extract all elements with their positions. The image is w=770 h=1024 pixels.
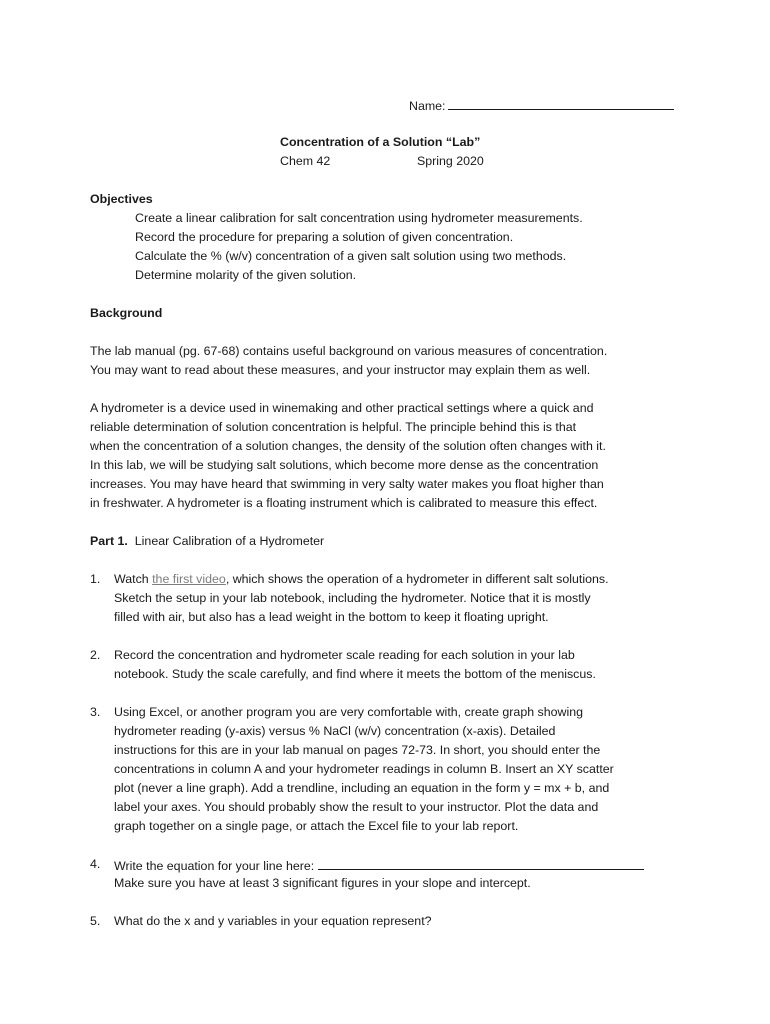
objective-item: Create a linear calibration for salt concentration using hydrometer measurements. — [135, 211, 583, 225]
equation-blank-line[interactable] — [318, 855, 644, 870]
list-number: 2. — [90, 648, 101, 662]
part1-heading — [90, 532, 324, 551]
list-item-line: hydrometer reading (y-axis) versus % NaCl (w/v) concentration (x-axis). Detailed — [114, 724, 556, 738]
equation-prompt: Write the equation for your line here: — [114, 855, 644, 876]
list-item-line: notebook. Study the scale carefully, and find where it meets the bottom of the meniscus. — [114, 667, 596, 681]
paragraph-line: You may want to read about these measures, and your instructor may explain them as well. — [90, 363, 591, 377]
list-item-line: instructions for this are in your lab manual on pages 72-73. In short, you should enter the — [114, 743, 601, 757]
part1-title: Linear Calibration of a Hydrometer — [134, 534, 325, 548]
list-item-line: concentrations in column A and your hydrometer readings in column B. Insert an XY scatter — [114, 762, 614, 776]
list-number: 3. — [90, 705, 101, 719]
paragraph-line: increases. You may have heard that swimming in very salty water makes you float higher than — [90, 477, 604, 491]
name-field — [409, 95, 674, 116]
course-name: Chem 42 — [280, 154, 331, 168]
list-item-line: Watch the first video, which shows the operation of a hydrometer in different salt solutions. — [114, 572, 609, 586]
list-number: 5. — [90, 914, 101, 928]
paragraph-line: when the concentration of a solution changes, the density of the solution often changes with it. — [90, 439, 606, 453]
list-item-line: graph together on a single page, or attach the Excel file to your lab report. — [114, 819, 519, 833]
list-item-line: Record the concentration and hydrometer scale reading for each solution in your lab — [114, 648, 575, 662]
name-label: Name: — [409, 99, 446, 113]
list-item-line: What do the x and y variables in your equation represent? — [114, 914, 432, 928]
list-number: 4. — [90, 857, 101, 871]
objective-item: Determine molarity of the given solution. — [135, 268, 357, 282]
paragraph-line: in freshwater. A hydrometer is a floating instrument which is calibrated to measure this effect. — [90, 496, 598, 510]
paragraph-line: A hydrometer is a device used in winemaking and other practical settings where a quick and — [90, 401, 594, 415]
document-title: Concentration of a Solution “Lab” — [280, 135, 481, 149]
list-item-line: plot (never a line graph). Add a trendline, including an equation in the form y = mx + b, and — [114, 781, 610, 795]
list-item-line: Using Excel, or another program you are very comfortable with, create graph showing — [114, 705, 584, 719]
name-blank-line[interactable] — [448, 95, 674, 110]
list-item-line: filled with air, but also has a lead weight in the bottom to keep it floating upright. — [114, 610, 549, 624]
objectives-heading: Objectives — [90, 192, 153, 206]
list-number: 1. — [90, 572, 101, 586]
paragraph-line: reliable determination of solution concentration is helpful. The principle behind this is that — [90, 420, 577, 434]
objective-item: Calculate the % (w/v) concentration of a given salt solution using two methods. — [135, 249, 567, 263]
list-item-line: Make sure you have at least 3 significant figures in your slope and intercept. — [114, 876, 531, 890]
list-item-line: Sketch the setup in your lab notebook, including the hydrometer. Notice that it is mostly — [114, 591, 591, 605]
background-heading: Background — [90, 306, 163, 320]
part1-label: Part 1. — [90, 534, 128, 548]
paragraph-line: In this lab, we will be studying salt solutions, which become more dense as the concentration — [90, 458, 599, 472]
objective-item: Record the procedure for preparing a solution of given concentration. — [135, 230, 514, 244]
paragraph-line: The lab manual (pg. 67-68) contains useful background on various measures of concentration. — [90, 344, 608, 358]
term: Spring 2020 — [417, 154, 484, 168]
first-video-link[interactable]: the first video — [152, 572, 226, 586]
list-item-line: label your axes. You should probably show the result to your instructor. Plot the data and — [114, 800, 599, 814]
